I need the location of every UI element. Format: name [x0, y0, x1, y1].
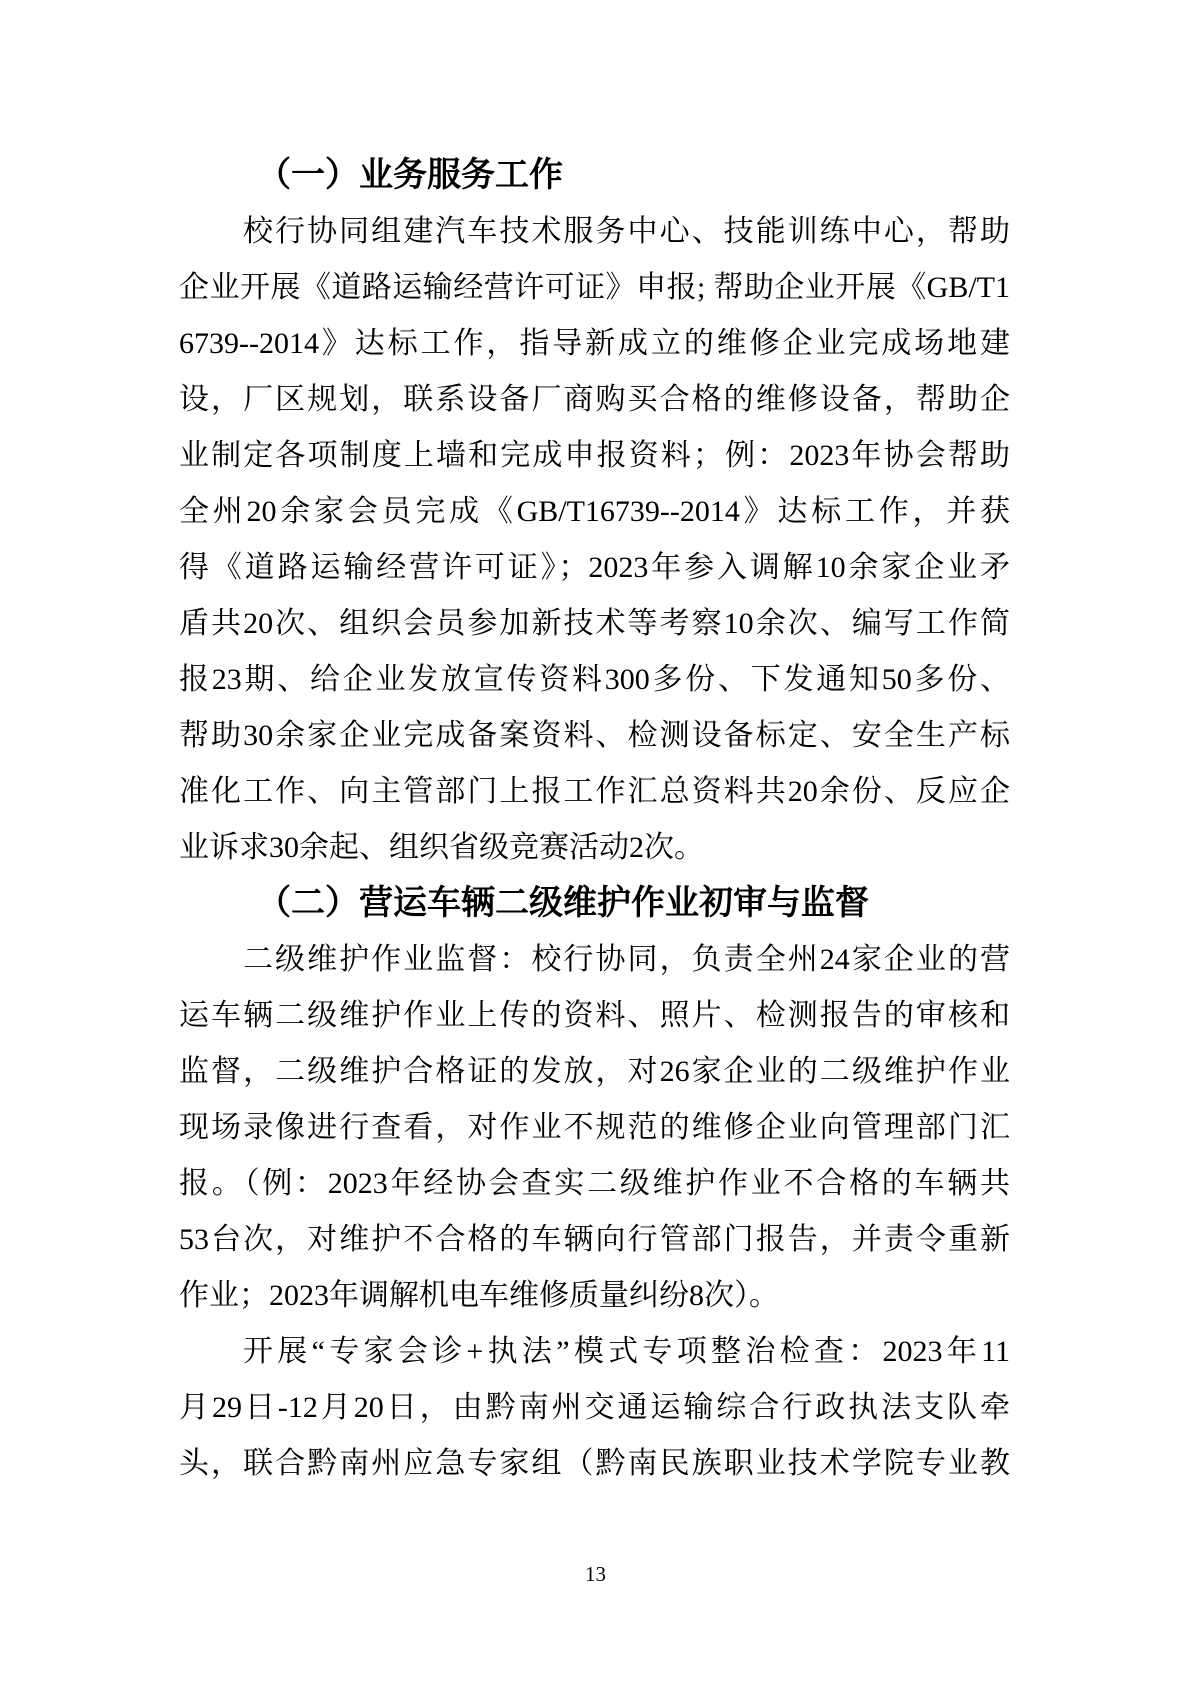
text-line: 校行协同组建汽车技术服务中心、技能训练中心，帮助	[243, 215, 1010, 248]
text-line: 报23期、给企业发放宣传资料300多份、下发通知50多份、	[179, 663, 1010, 696]
text-line: 运车辆二级维护作业上传的资料、照片、检测报告的审核和	[179, 999, 1010, 1032]
text-line: 全州20余家会员完成《GB/T16739--2014》达标工作，并获	[179, 495, 1010, 528]
text-line: 报。（例：2023年经协会查实二级维护作业不合格的车辆共	[179, 1167, 1010, 1200]
text-line: 企业开展《道路运输经营许可证》申报; 帮助企业开展《GB/T1	[179, 271, 1010, 304]
text-line: 现场录像进行查看，对作业不规范的维修企业向管理部门汇	[179, 1111, 1010, 1144]
text-line: 业制定各项制度上墙和完成申报资料；例：2023年协会帮助	[179, 439, 1010, 472]
section-heading: （二）营运车辆二级维护作业初审与监督	[257, 885, 869, 922]
page-number: 13	[585, 1562, 606, 1586]
text-line: 业诉求30余起、组织省级竞赛活动2次。	[179, 831, 704, 864]
text-line: 开展“专家会诊+执法”模式专项整治检查：2023年11	[243, 1335, 1010, 1368]
text-line: 头，联合黔南州应急专家组（黔南民族职业技术学院专业教	[179, 1447, 1010, 1480]
text-line: 53台次，对维护不合格的车辆向行管部门报告，并责令重新	[179, 1223, 1010, 1256]
text-line: 帮助30余家企业完成备案资料、检测设备标定、安全生产标	[179, 719, 1010, 752]
section-heading: （一）业务服务工作	[257, 157, 563, 194]
text-line: 月29日-12月20日，由黔南州交通运输综合行政执法支队牵	[179, 1391, 1010, 1424]
text-line: 作业；2023年调解机电车维修质量纠纷8次）。	[179, 1279, 779, 1312]
text-line: 二级维护作业监督：校行协同，负责全州24家企业的营	[243, 943, 1010, 976]
text-line: 准化工作、向主管部门上报工作汇总资料共20余份、反应企	[179, 775, 1010, 808]
text-line: 得《道路运输经营许可证》；2023年参入调解10余家企业矛	[179, 551, 1010, 584]
text-line: 设，厂区规划，联系设备厂商购买合格的维修设备，帮助企	[179, 383, 1010, 416]
text-line: 监督，二级维护合格证的发放，对26家企业的二级维护作业	[179, 1055, 1010, 1088]
text-line: 6739--2014》达标工作，指导新成立的维修企业完成场地建	[179, 327, 1010, 360]
document-body	[179, 148, 1010, 1492]
text-line: 盾共20次、组织会员参加新技术等考察10余次、编写工作简	[179, 607, 1010, 640]
